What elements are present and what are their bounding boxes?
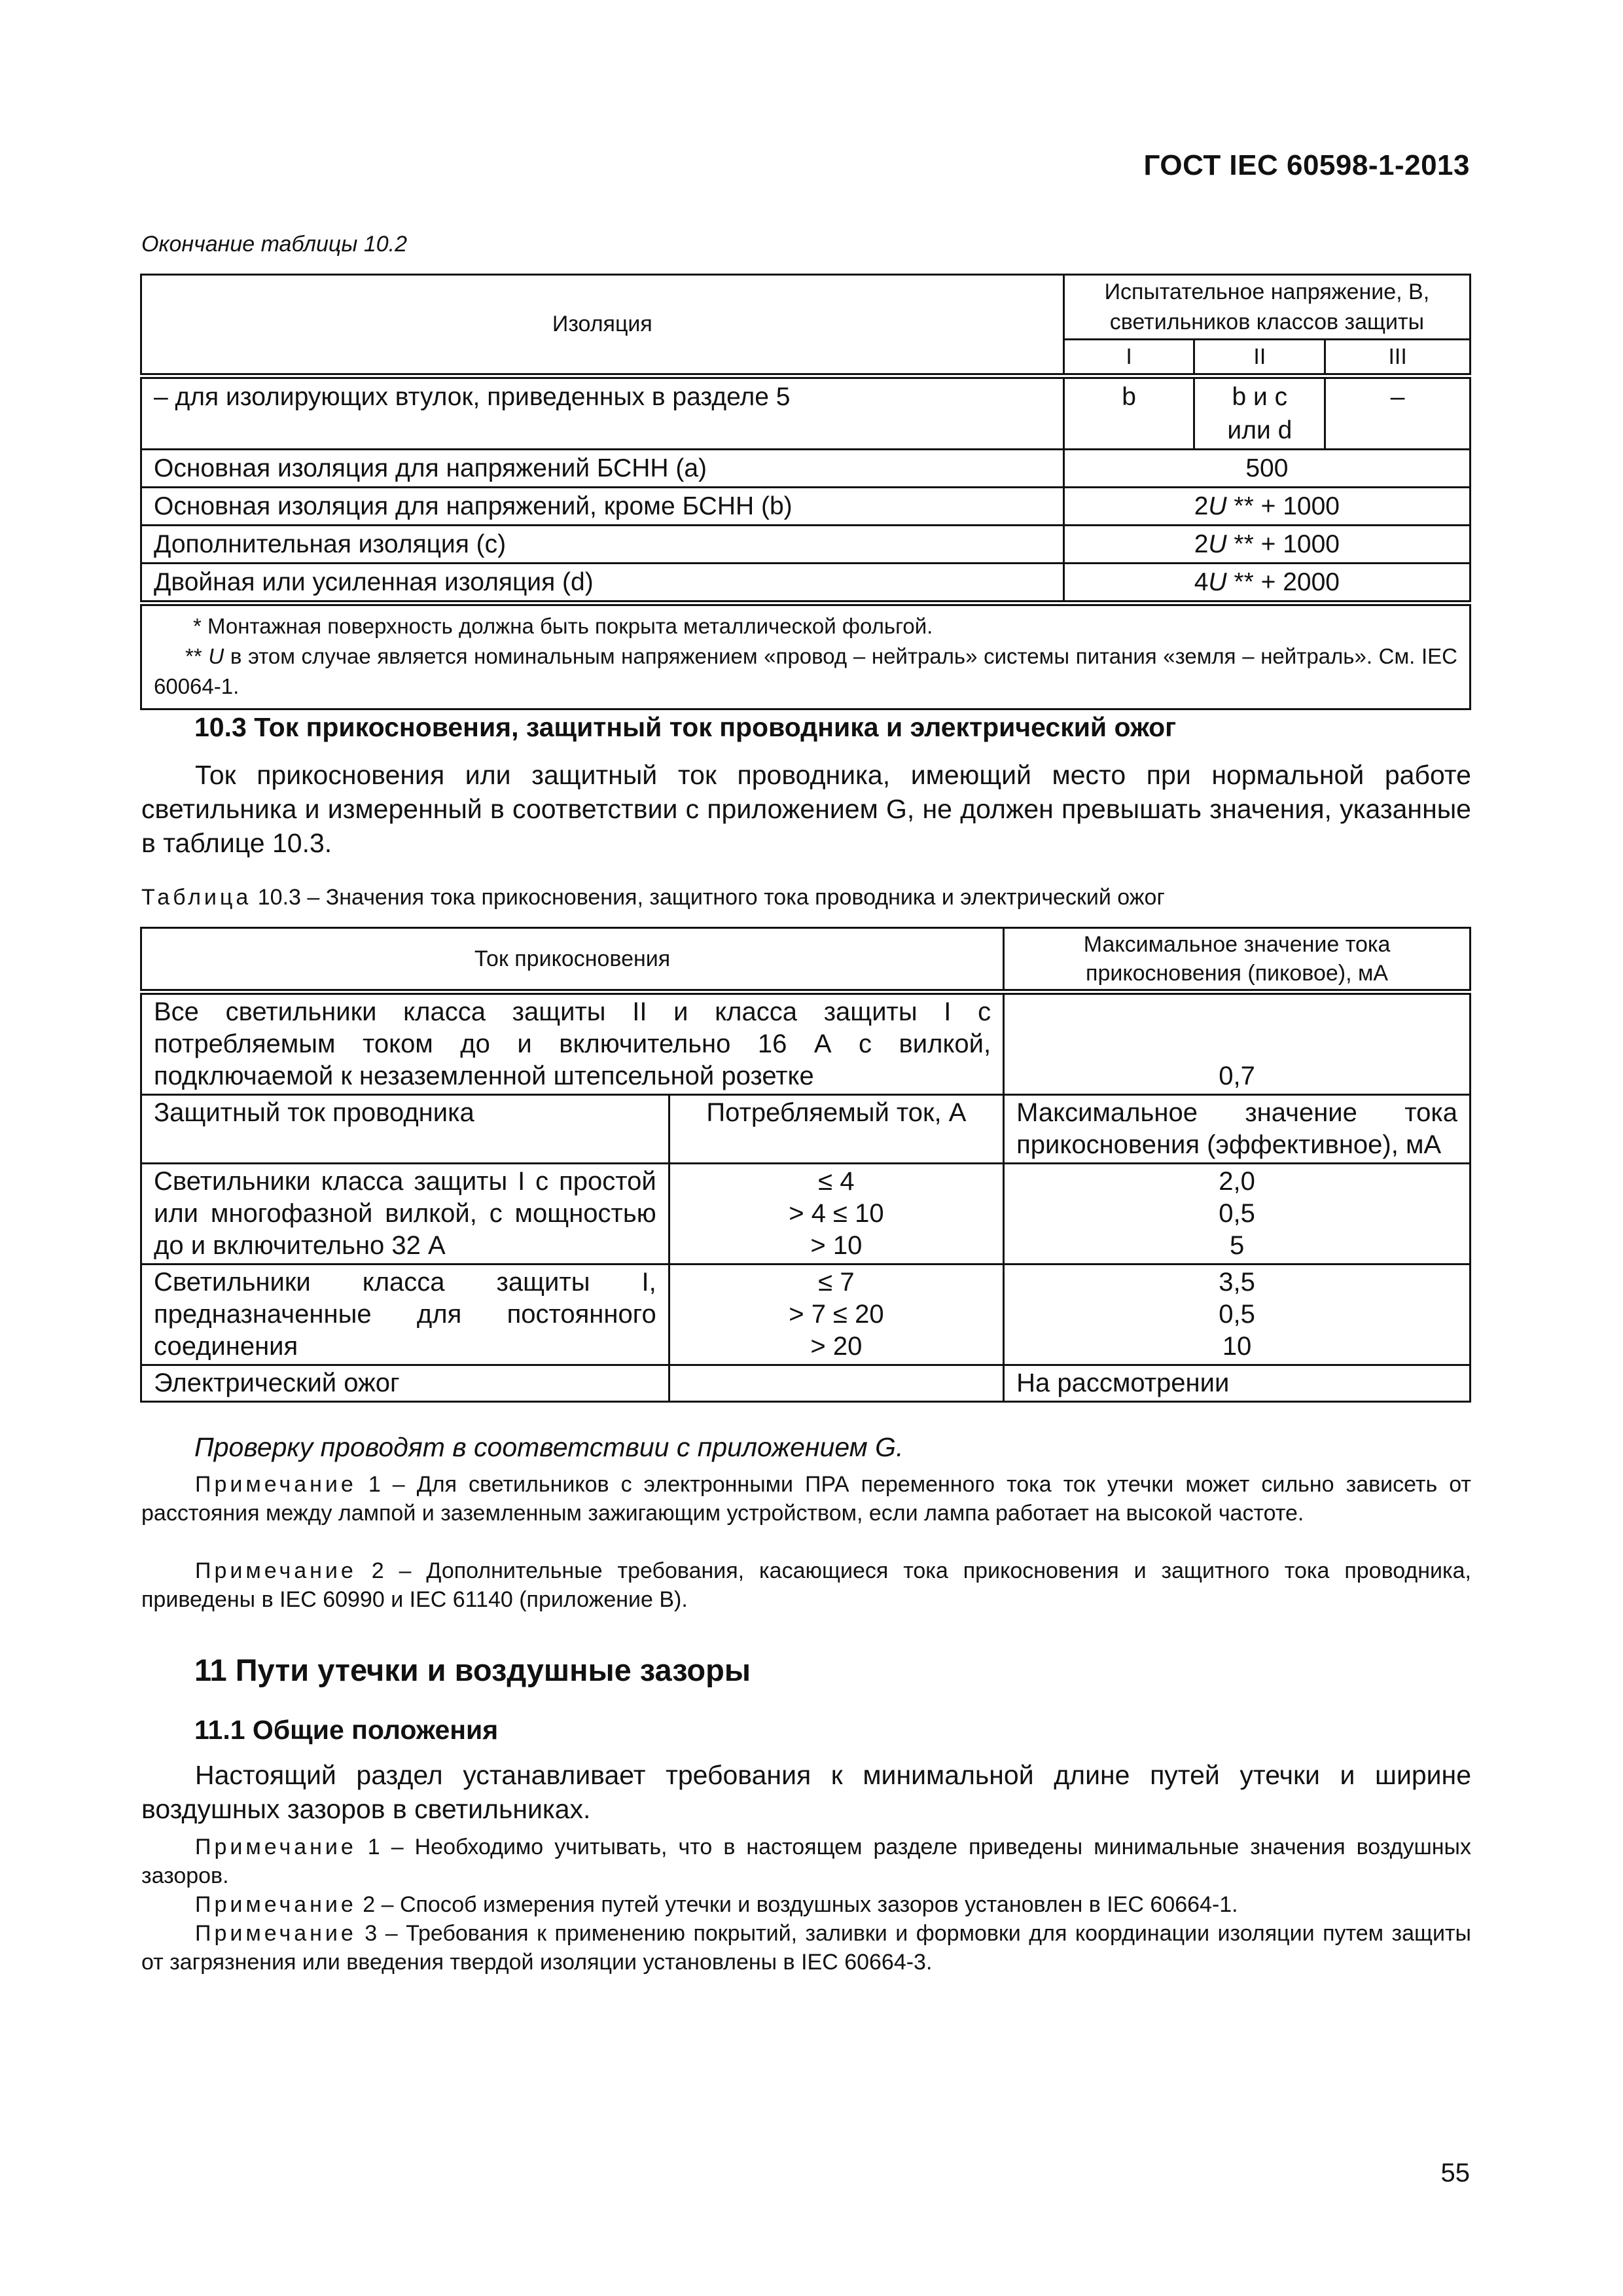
row-basic-other-name: Основная изоляция для напряжений, кроме БСНН (b)	[141, 488, 1064, 526]
row-supplementary-name: Дополнительная изоляция (c)	[141, 526, 1064, 564]
footnote-2-mark: **	[185, 644, 209, 668]
section-11-heading: 11 Пути утечки и воздушные зазоры	[194, 1653, 751, 1687]
group2-values	[1004, 1265, 1471, 1365]
note-label: Примечание	[195, 1921, 357, 1946]
row-electric-burn-empty	[669, 1365, 1003, 1402]
row-electric-burn: Электрический ожог	[141, 1365, 669, 1402]
value-suffix: ** + 2000	[1226, 568, 1340, 596]
row-bushings-class-2	[1194, 376, 1325, 450]
note-label: Примечание	[195, 1835, 357, 1859]
group1-value-3: 5	[1229, 1231, 1245, 1260]
row-bushings-class-2-line2: или d	[1227, 416, 1293, 444]
table-caption-text: 10.3 – Значения тока прикосновения, защитного тока проводника и электрический ожог	[251, 885, 1165, 910]
group1-values	[1004, 1164, 1471, 1265]
group2-current-2: > 7 ≤ 20	[789, 1300, 884, 1329]
group1-value-2: 0,5	[1219, 1199, 1255, 1228]
section-11-1-paragraph: Настоящий раздел устанавливает требования к минимальной длине путей утечки и ширине воздушных зазоров в светильниках.	[141, 1760, 1471, 1824]
group2-value-1: 3,5	[1219, 1268, 1255, 1297]
section-11-1-heading: 11.1 Общие положения	[194, 1715, 499, 1745]
table-10-2	[140, 274, 1471, 710]
header-class-2: II	[1194, 340, 1325, 376]
check-statement: Проверку проводят в соответствии с приложением G.	[194, 1432, 904, 1462]
row-bushings-class-3: –	[1325, 376, 1471, 450]
group1-current-2: > 4 ≤ 10	[789, 1199, 884, 1228]
group1-name: Светильники класса защиты I с простой или многофазной вилкой, с мощностью до и включительно 32 А	[141, 1164, 669, 1265]
table-continuation-caption: Окончание таблицы 10.2	[141, 232, 407, 257]
group2-currents	[669, 1265, 1003, 1365]
subheader-protective-current: Защитный ток проводника	[141, 1095, 669, 1164]
value-variable: U	[1208, 492, 1227, 520]
subheader-max-rms: Максимальное значение тока прикосновения (эффективное), мА	[1004, 1095, 1471, 1164]
value-prefix: 2	[1194, 492, 1209, 520]
note-text: 3 – Требования к применению покрытий, заливки и формовки для координации изоляции путем защиты от загрязнения или введения твердой изоляции установлены в IEC 60664-3.	[141, 1921, 1471, 1975]
group1-current-3: > 10	[810, 1231, 863, 1260]
note-text: 1 – Необходимо учитывать, что в настоящем разделе приведены минимальные значения воздушных зазоров.	[141, 1835, 1471, 1888]
footnote-2-variable: U	[208, 644, 224, 668]
value-suffix: ** + 1000	[1226, 530, 1340, 558]
table-10-3	[140, 927, 1471, 1403]
row-bushings-class-2-line1: b и с	[1232, 383, 1288, 411]
row-basic-selv-value: 500	[1063, 450, 1470, 488]
group2-name: Светильники класса защиты I, предназначенные для постоянного соединения	[141, 1265, 669, 1365]
group2-value-2: 0,5	[1219, 1300, 1255, 1329]
note-text: 2 – Способ измерения путей утечки и воздушных зазоров установлен в IEC 60664-1.	[356, 1892, 1238, 1917]
value-prefix: 2	[1194, 530, 1209, 558]
header-test-voltage	[1063, 275, 1470, 340]
value-variable: U	[1208, 530, 1227, 558]
row-all-luminaires-value: 0,7	[1004, 992, 1471, 1095]
page-number: 55	[1440, 2159, 1470, 2187]
section-10-3-paragraph: Ток прикосновения или защитный ток проводника, имеющий место при нормальной работе светильника и измеренный в соответствии с приложением G, не должен превышать значения, указанные в таблице 10.3.	[141, 760, 1471, 858]
header-class-3: III	[1325, 340, 1471, 376]
value-variable: U	[1208, 568, 1227, 596]
note-10-3-2	[141, 1556, 1471, 1614]
header-test-voltage-line1: Испытательное напряжение, В,	[1104, 279, 1430, 304]
group1-current-1: ≤ 4	[818, 1167, 855, 1196]
value-prefix: 4	[1194, 568, 1209, 596]
note-label: Примечание	[195, 1892, 357, 1917]
group1-value-1: 2,0	[1219, 1167, 1255, 1196]
row-electric-burn-value: На рассмотрении	[1004, 1365, 1471, 1402]
group2-value-3: 10	[1222, 1332, 1252, 1361]
value-suffix: ** + 1000	[1226, 492, 1340, 520]
note-text: 1 – Для светильников с электронными ПРА переменного тока ток утечки может сильно зависеть от расстояния между лампой и заземленным зажигающим устройством, если лампа работает на высокой частоте.	[141, 1472, 1471, 1526]
header-max-peak-line1: Максимальное значение тока	[1083, 932, 1391, 957]
row-bushings-class-1: b	[1063, 376, 1194, 450]
group1-currents	[669, 1164, 1003, 1265]
footnote-1: * Монтажная поверхность должна быть покрыта металлической фольгой.	[193, 614, 933, 638]
note-label: Примечание	[195, 1558, 357, 1583]
section-10-3-heading: 10.3 Ток прикосновения, защитный ток проводника и электрический ожог	[194, 712, 1177, 742]
row-all-luminaires: Все светильники класса защиты II и класса защиты I с потребляемым током до и включительно 16 А с вилкой, подключаемой к незаземленной штепсельной розетке	[141, 992, 1004, 1095]
note-11-1-3	[141, 1919, 1471, 1977]
header-class-1: I	[1063, 340, 1194, 376]
note-11-1-2	[141, 1890, 1471, 1919]
header-insulation: Изоляция	[141, 275, 1064, 376]
footnote-2-text: в этом случае является номинальным напряжением «провод – нейтраль» системы питания «земля – нейтраль». См. IEC 60064-1.	[154, 644, 1457, 698]
note-label: Примечание	[195, 1472, 357, 1497]
subheader-consumed-current: Потребляемый ток, А	[669, 1095, 1003, 1164]
row-double-value	[1063, 564, 1470, 603]
row-supplementary-value	[1063, 526, 1470, 564]
table-10-3-caption	[141, 885, 1165, 910]
table-caption-word: Таблица	[141, 885, 252, 910]
row-double-name: Двойная или усиленная изоляция (d)	[141, 564, 1064, 603]
note-text: 2 – Дополнительные требования, касающиеся тока прикосновения и защитного тока проводника, приведены в IEC 60990 и IEC 61140 (приложение В).	[141, 1558, 1471, 1612]
document-header: ГОСТ IEC 60598-1-2013	[1143, 149, 1470, 181]
header-touch-current: Ток прикосновения	[141, 928, 1004, 992]
group2-current-3: > 20	[810, 1332, 863, 1361]
header-max-peak-line2: прикосновения (пиковое), мА	[1086, 961, 1389, 986]
table-10-2-footnotes	[141, 603, 1471, 709]
note-10-3-1	[141, 1470, 1471, 1528]
group2-current-1: ≤ 7	[818, 1268, 855, 1297]
header-max-peak	[1004, 928, 1471, 992]
note-11-1-1	[141, 1833, 1471, 1890]
row-basic-selv-name: Основная изоляция для напряжений БСНН (a)	[141, 450, 1064, 488]
row-bushings-name: – для изолирующих втулок, приведенных в разделе 5	[141, 376, 1064, 450]
header-test-voltage-line2: светильников классов защиты	[1109, 310, 1425, 334]
row-basic-other-value	[1063, 488, 1470, 526]
